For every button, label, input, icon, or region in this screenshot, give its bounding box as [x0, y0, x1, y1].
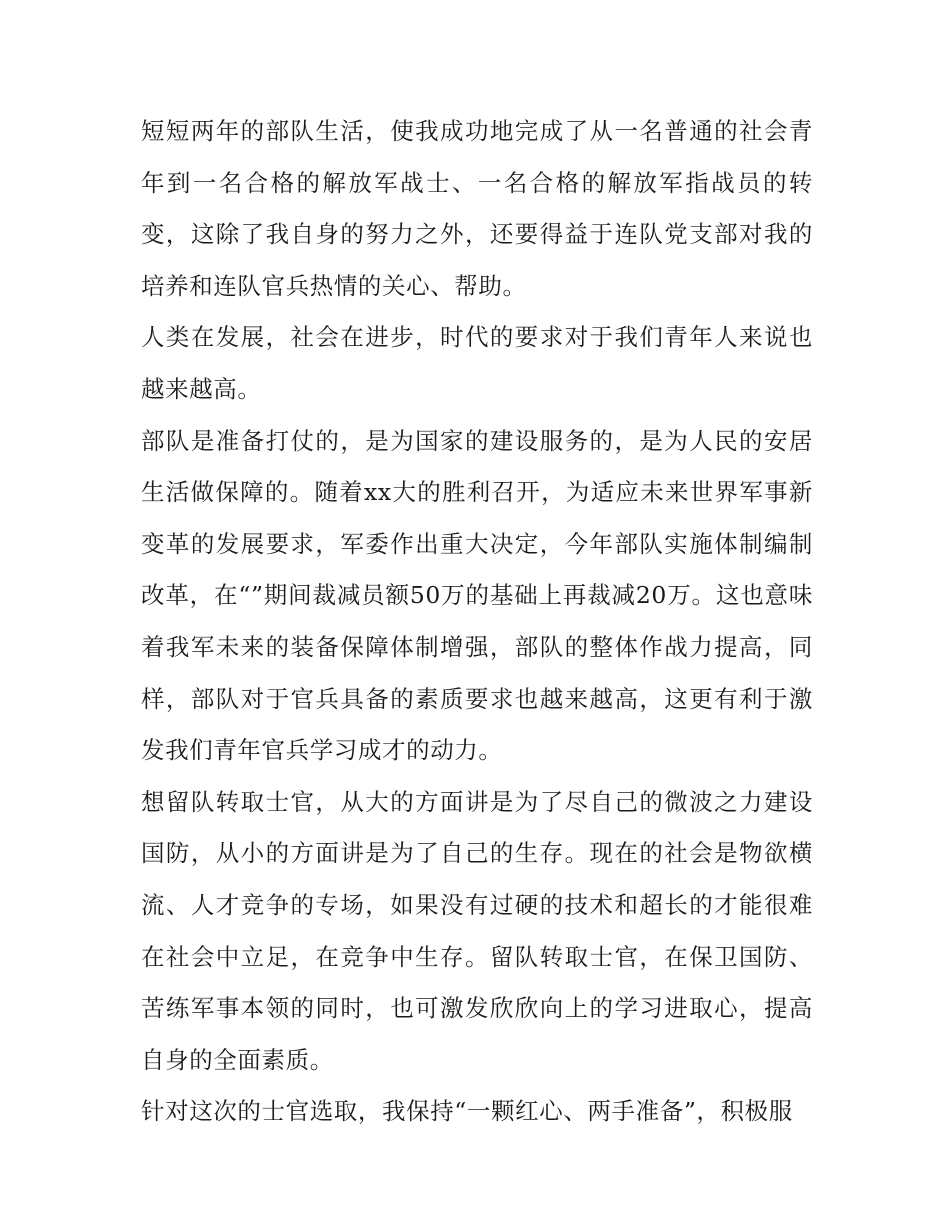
paragraph-4: 想留队转取士官，从大的方面讲是为了尽自己的微波之力建设国防，从小的方面讲是为了自己的生存。现在的社会是物欲横流、人才竞争的专场，如果没有过硬的技术和超长的才能很难在社会中立足，在竞争中生存。留队转取士官，在保卫国防、苦练军事本领的同时，也可激发欣欣向上的学习进取心，提高自身的全面素质。	[141, 787, 813, 1074]
document-body	[141, 106, 813, 1138]
paragraph-5: 针对这次的士官选取，我保持“一颗红心、两手准备”，积极服	[141, 1097, 793, 1126]
paragraph-1: 短短两年的部队生活，使我成功地完成了从一名普通的社会青年到一名合格的解放军战士、一名合格的解放军指战员的转变，这除了我自身的努力之外，还要得益于连队党支部对我的培养和连队官兵热情的关心、帮助。	[141, 117, 813, 300]
paragraph-3: 部队是准备打仗的，是为国家的建设服务的，是为人民的安居生活做保障的。随着xx大的胜利召开，为适应未来世界军事新变革的发展要求，军委作出重大决定，今年部队实施体制编制改革，在“”期间裁减员额50万的基础上再裁减20万。这也意味着我军未来的装备保障体制增强，部队的整体作战力提高，同样，部队对于官兵具备的素质要求也越来越高，这更有利于激发我们青年官兵学习成才的动力。	[141, 426, 813, 765]
paragraph-2: 人类在发展，社会在进步，时代的要求对于我们青年人来说也越来越高。	[141, 323, 813, 403]
